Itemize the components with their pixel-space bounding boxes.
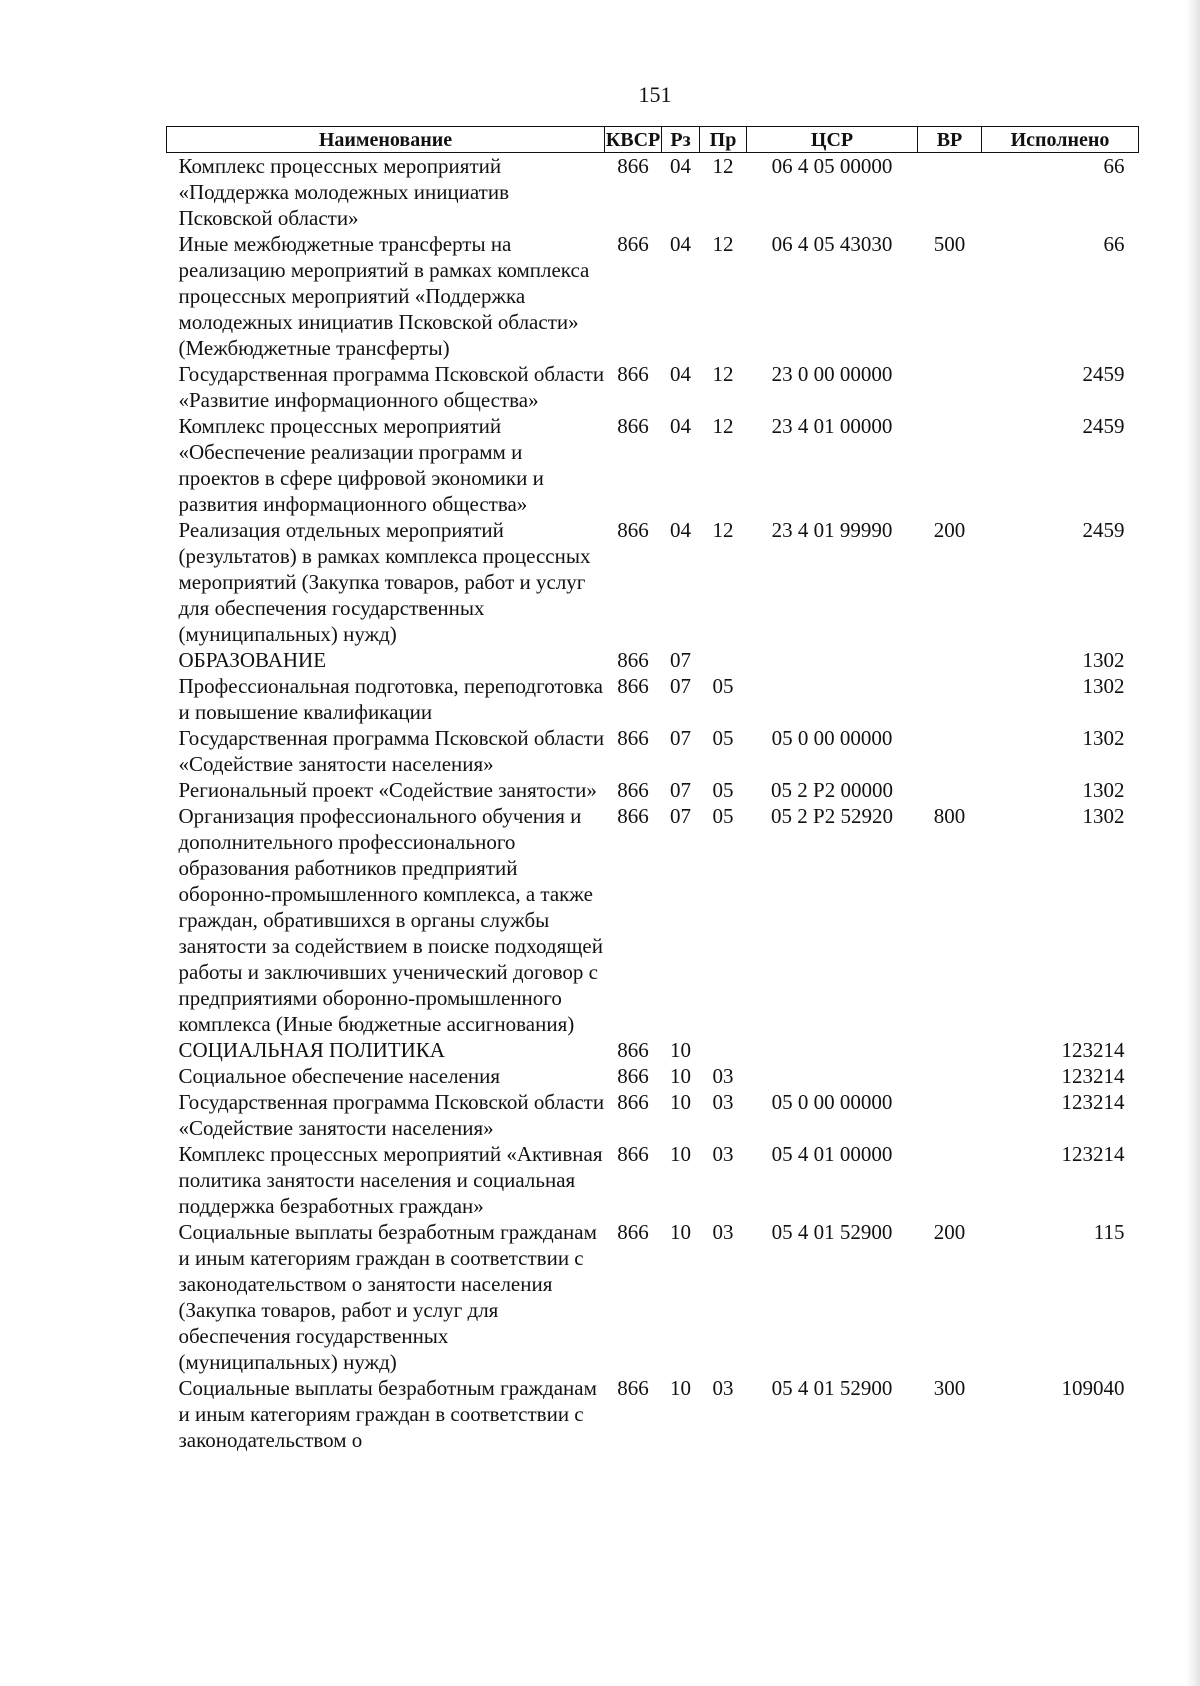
cell-csr [747,1037,918,1063]
page-number: 151 [638,82,672,107]
table-row [167,725,1139,777]
cell-pr [700,1037,747,1063]
cell-kvsr: 866 [617,804,649,828]
cell-vr [918,777,982,803]
header-pr: Пр [700,127,747,153]
cell-csr: 05 2 P2 00000 [771,778,893,802]
cell-pr: 12 [712,232,734,256]
table-row [167,647,1139,673]
table-row [167,777,1139,803]
cell-name: Социальное обеспечение населения [178,1064,501,1088]
table-body [167,153,1139,1454]
cell-kvsr: 866 [617,414,649,438]
cell-name: Региональный проект «Содействие занятости» [178,778,597,802]
header-vr: ВР [918,127,982,153]
cell-ispolneno: 109040 [1061,1376,1125,1400]
cell-csr: 05 4 01 52900 [771,1376,893,1400]
cell-rz: 07 [670,674,691,698]
cell-rz: 07 [670,778,691,802]
cell-vr [918,1141,982,1219]
cell-rz: 10 [670,1376,691,1400]
header-ispolneno: Исполнено [982,127,1139,153]
cell-kvsr: 866 [617,1376,649,1400]
cell-pr: 03 [712,1064,734,1088]
table-row [167,231,1139,361]
cell-vr [918,1063,982,1089]
cell-rz: 10 [670,1038,691,1062]
cell-ispolneno: 2459 [1082,518,1125,542]
cell-pr: 12 [712,362,734,386]
cell-ispolneno: 123214 [1061,1038,1125,1062]
cell-pr: 12 [712,414,734,438]
cell-vr [918,413,982,517]
cell-name: Комплекс процессных мероприятий «Активная политика занятости населения и социальная поддержка безработных граждан» [178,1142,603,1218]
table-row [167,1037,1139,1063]
cell-kvsr: 866 [617,1142,649,1166]
cell-vr [918,153,982,232]
cell-ispolneno: 1302 [1082,778,1125,802]
cell-pr: 03 [712,1220,734,1244]
cell-ispolneno: 2459 [1082,414,1125,438]
cell-name: Иные межбюджетные трансферты на реализацию мероприятий в рамках комплекса процессных мероприятий «Поддержка молодежных инициатив Псковской области» (Межбюджетные трансферты) [178,232,590,360]
cell-ispolneno: 66 [1103,232,1125,256]
cell-csr: 05 4 01 52900 [771,1220,893,1244]
table-row [167,361,1139,413]
cell-ispolneno: 1302 [1082,804,1125,828]
table-row [167,803,1139,1037]
cell-csr: 05 0 00 00000 [771,1090,893,1114]
cell-pr: 12 [712,154,734,178]
table-row [167,517,1139,647]
cell-kvsr: 866 [617,648,649,672]
cell-pr [700,647,747,673]
cell-kvsr: 866 [617,778,649,802]
table-row [167,1141,1139,1219]
cell-csr [747,647,918,673]
cell-rz: 04 [670,232,691,256]
cell-rz: 04 [670,154,691,178]
cell-csr [747,1063,918,1089]
table-row [167,153,1139,232]
cell-kvsr: 866 [617,674,649,698]
cell-rz: 10 [670,1064,691,1088]
cell-rz: 07 [670,804,691,828]
header-kvsr: КВСР [605,128,661,151]
cell-vr: 800 [933,804,966,828]
cell-kvsr: 866 [617,1064,649,1088]
cell-ispolneno: 123214 [1061,1090,1125,1114]
table-row [167,673,1139,725]
cell-vr: 200 [933,518,966,542]
cell-name: Государственная программа Псковской области «Содействие занятости населения» [178,726,605,776]
cell-csr: 23 4 01 99990 [771,518,893,542]
cell-vr [918,361,982,413]
cell-kvsr: 866 [617,362,649,386]
cell-kvsr: 866 [617,232,649,256]
cell-name: Социальные выплаты безработным гражданам и иным категориям граждан в соответствии с законодательством о занятости населения (Закупка товаров, работ и услуг для обеспечения государственных (муниципальных) нужд) [178,1220,597,1374]
header-name: Наименование [167,127,605,153]
cell-ispolneno: 66 [1103,154,1125,178]
cell-name: Государственная программа Псковской области «Развитие информационного общества» [178,362,605,412]
table-row [167,1375,1139,1453]
table-row [167,1219,1139,1375]
cell-ispolneno: 1302 [1082,674,1125,698]
cell-name: ОБРАЗОВАНИЕ [178,648,327,672]
cell-name: Организация профессионального обучения и дополнительного профессионального образования работников предприятий оборонно-промышленного комплекса, а также граждан, обратившихся в органы службы занятости за содействием в поиске подходящей работы и заключивших ученический договор с предприятиями оборонно-промышленного комплекса (Иные бюджетные ассигнования) [178,804,603,1036]
cell-kvsr: 866 [617,1038,649,1062]
cell-rz: 10 [670,1090,691,1114]
cell-pr: 03 [712,1376,734,1400]
header-csr: ЦСР [747,127,918,153]
cell-rz: 04 [670,414,691,438]
table-row [167,1089,1139,1141]
cell-pr: 05 [712,726,734,750]
cell-rz: 10 [670,1142,691,1166]
cell-csr: 06 4 05 43030 [771,232,893,256]
cell-kvsr: 866 [617,1090,649,1114]
cell-name: Государственная программа Псковской области «Содействие занятости населения» [178,1090,605,1140]
cell-pr: 12 [712,518,734,542]
cell-name: Профессиональная подготовка, переподготовка и повышение квалификации [178,674,603,724]
cell-ispolneno: 2459 [1082,362,1125,386]
table-row [167,1063,1139,1089]
cell-csr: 05 2 P2 52920 [771,804,893,828]
cell-pr: 05 [712,778,734,802]
cell-vr [918,647,982,673]
cell-name: Реализация отдельных мероприятий (результатов) в рамках комплекса процессных мероприятий (Закупка товаров, работ и услуг для обеспечения государственных (муниципальных) нужд) [178,518,591,646]
cell-vr [918,1089,982,1141]
cell-vr [918,725,982,777]
table-header-row [167,127,1139,153]
cell-vr: 300 [933,1376,966,1400]
budget-execution-table [166,126,1139,1453]
cell-pr: 03 [712,1090,734,1114]
cell-csr [747,673,918,725]
cell-name: СОЦИАЛЬНАЯ ПОЛИТИКА [178,1038,445,1062]
cell-ispolneno: 123214 [1061,1064,1125,1088]
scan-edge-shadow [1186,0,1200,1686]
cell-ispolneno: 115 [1093,1220,1125,1244]
cell-vr [918,1037,982,1063]
cell-csr: 06 4 05 00000 [771,154,893,178]
cell-pr: 05 [712,674,734,698]
cell-kvsr: 866 [617,518,649,542]
cell-vr: 500 [933,232,966,256]
cell-name: Комплекс процессных мероприятий «Обеспечение реализации программ и проектов в сфере цифровой экономики и развития информационного общества» [178,414,544,516]
cell-kvsr: 866 [617,1220,649,1244]
cell-vr: 200 [933,1220,966,1244]
cell-pr: 03 [712,1142,734,1166]
table-row [167,413,1139,517]
cell-rz: 04 [670,362,691,386]
cell-ispolneno: 1302 [1082,726,1125,750]
cell-ispolneno: 123214 [1061,1142,1125,1166]
cell-vr [918,673,982,725]
cell-pr: 05 [712,804,734,828]
cell-kvsr: 866 [617,154,649,178]
cell-csr: 05 4 01 00000 [771,1142,893,1166]
cell-ispolneno: 1302 [1082,648,1125,672]
cell-csr: 23 4 01 00000 [771,414,893,438]
cell-name: Социальные выплаты безработным гражданам и иным категориям граждан в соответствии с законодательством о [178,1376,597,1452]
cell-rz: 07 [670,648,691,672]
header-rz: Рз [662,127,700,153]
cell-rz: 04 [670,518,691,542]
cell-kvsr: 866 [617,726,649,750]
cell-csr: 05 0 00 00000 [771,726,893,750]
cell-rz: 10 [670,1220,691,1244]
cell-csr: 23 0 00 00000 [771,362,893,386]
cell-rz: 07 [670,726,691,750]
cell-name: Комплекс процессных мероприятий «Поддержка молодежных инициатив Псковской области» [178,154,510,230]
